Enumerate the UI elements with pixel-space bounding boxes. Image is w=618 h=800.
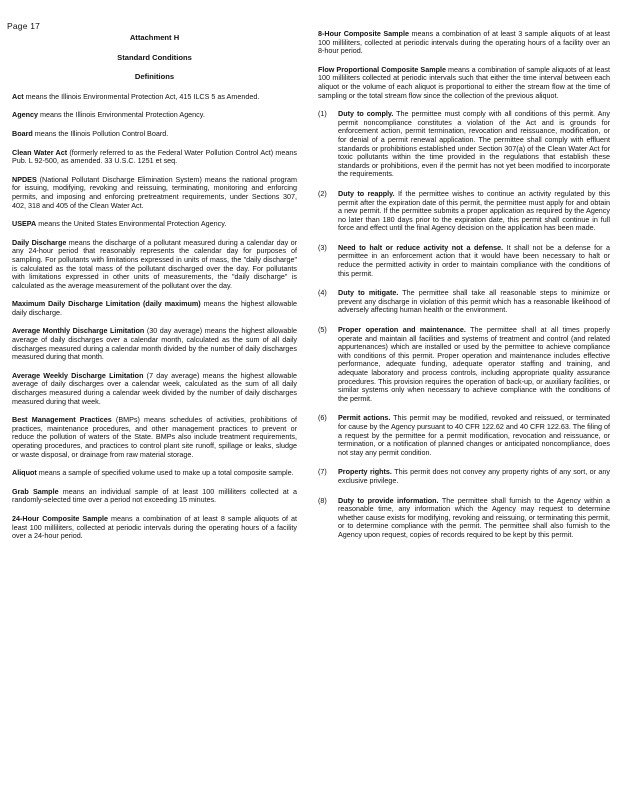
condition-term: Proper operation and maintenance. (338, 325, 466, 335)
condition-number: (5) (318, 325, 327, 335)
definition-average-monthly-discharge (12, 327, 297, 361)
definition-aliquot (12, 469, 297, 478)
definition-average-weekly-discharge (12, 372, 297, 406)
definition-term: NPDES (12, 174, 37, 184)
condition-term: Duty to mitigate. (338, 288, 399, 298)
condition-text: The permittee shall at all times properly operate and maintain all facilities and systems of treatment and control (and related appurtenances) which are installed or used by the permittee to achieve compliance with conditions of this permit. Proper operation and maintenance includes effective performance, adequate funding, adequate operator staffing and training, and adequate laboratory and process controls, including appropriate quality assurance procedures. This provision requires the operation of back-up, or auxiliary facilities, or similar systems only when necessary to achieve compliance with the conditions of the permit. (338, 325, 610, 403)
definition-clean-water-act (12, 149, 297, 166)
condition-duty-to-mitigate (318, 289, 610, 315)
condition-number: (3) (318, 242, 327, 252)
condition-text: The permittee shall take all reasonable steps to minimize or prevent any discharge in violation of this permit which has a reasonable likelihood of adversely affecting human health or the environment. (338, 288, 610, 315)
condition-text: The permittee must comply with all conditions of this permit. Any permit noncompliance constitutes a violation of the Act and is grounds for enforcement action, permit termination, revocation and reissuance, modification, or for denial of a permit renewal application. The permittee shall comply with effluent standards or prohibitions established under Section 307(a) of the Clean Water Act for toxic pollutants within the time provided in the regulations that establish these standards or prohibitions, even if the permit has not yet been modified to incorporate the requirements. (338, 109, 610, 179)
definition-term: Aliquot (12, 468, 37, 478)
definition-term: Clean Water Act (12, 147, 68, 157)
definition-text: means the Illinois Environmental Protection Act, 415 ILCS 5 as Amended. (23, 91, 260, 101)
condition-term: Permit actions. (338, 413, 391, 423)
definition-text: (7 day average) means the highest allowable average of daily discharges over a calendar week, calculated as the sum of all daily discharges measured during a calendar week divided by the number of daily discharges measured during that week. (12, 370, 297, 406)
condition-body (338, 244, 610, 278)
condition-body (338, 497, 610, 540)
condition-body (338, 468, 610, 485)
definition-term: Flow Proportional Composite Sample (318, 64, 446, 74)
definition-term: Grab Sample (12, 486, 59, 496)
condition-body (338, 326, 610, 403)
definition-term: Daily Discharge (12, 237, 67, 247)
definition-text: means the Illinois Pollution Control Board. (32, 128, 169, 138)
definition-text: (formerly referred to as the Federal Water Pollution Control Act) means Pub. L 92-500, as amended. 33 U.S.C. 1251 et seq. (12, 147, 297, 166)
condition-text: If the permittee wishes to continue an activity regulated by this permit after the expiration date of this permit, the permittee must apply for and obtain a new permit. If the permittee submits a proper application as required by the Agency no later than 180 days prior to the expiration date, this permit shall continue in full force and effect until the final Agency decision on the application has been made. (338, 188, 610, 233)
definition-agency (12, 111, 297, 120)
condition-term: Duty to reapply. (338, 188, 395, 198)
definition-term: Maximum Daily Discharge Limitation (daily maximum) (12, 299, 201, 309)
condition-duty-to-reapply (318, 190, 610, 233)
condition-permit-actions (318, 414, 610, 457)
condition-number: (6) (318, 413, 327, 423)
definition-term: Average Monthly Discharge Limitation (12, 326, 145, 336)
definition-term: 24-Hour Composite Sample (12, 513, 108, 523)
definition-best-management-practices (12, 416, 297, 459)
condition-duty-to-comply (318, 110, 610, 179)
definition-text: means the discharge of a pollutant measured during a calendar day or any 24-hour period that reasonably represents the calendar day for purposes of sampling. For pollutants with limitations expressed in units of mass, the "daily discharge" is calculated as the total mass of the pollutant discharged over the day. For pollutants with limitations expressed in other units of measurements, the "daily discharge" is calculated as the average measurement of the pollutant over the day. (12, 237, 297, 290)
standard-conditions-heading: Standard Conditions (117, 52, 192, 62)
condition-number: (2) (318, 188, 327, 198)
definition-text: means a combination of at least 8 sample aliquots of at least 100 milliliters, collected at periodic intervals during the operating hours of a facility over a 24-hour period. (12, 513, 297, 541)
condition-number: (8) (318, 495, 327, 505)
definition-grab-sample (12, 488, 297, 505)
definition-term: Act (12, 91, 24, 101)
condition-term: Duty to provide information. (338, 495, 439, 505)
condition-proper-operation (318, 326, 610, 403)
definition-term: Board (12, 128, 33, 138)
definition-maximum-daily-discharge (12, 300, 297, 317)
definition-text: means a combination of at least 3 sample aliquots of at least 100 milliliters, collected at periodic intervals during the operating hours of a facility over an 8-hour period. (318, 29, 611, 56)
definition-text: means the Illinois Environmental Protection Agency. (37, 110, 205, 120)
condition-text: The permittee shall furnish to the Agency within a reasonable time, any information which the Agency may request to determine whether cause exists for modifying, revoking and reissuing, or terminating this permit, or to determine compliance with the permit. The permittee shall also furnish to the Agency upon request, copies of records required to be kept by this permit. (338, 495, 611, 539)
definition-term: USEPA (12, 219, 37, 229)
definition-text: means a sample of specified volume used to make up a total composite sample. (36, 468, 294, 478)
condition-term: Property rights. (338, 467, 392, 477)
definition-daily-discharge (12, 239, 297, 291)
definition-text: means a combination of sample aliquots of at least 100 milliliters collected at periodic intervals such that either the time interval between each aliquot or the volume of each aliquot is proportional to either the stream flow at the time of sampling or the total stream flow since the collection of the previous aliquot. (318, 64, 610, 100)
definition-text: means an individual sample of at least 100 milliliters collected at a randomly-selected time over a period not exceeding 15 minutes. (12, 486, 298, 505)
condition-text: It shall not be a defense for a permittee in an enforcement action that it would have been necessary to halt or reduce the permitted activity in order to maintain compliance with the conditions of this permit. (338, 242, 610, 278)
definitions-heading: Definitions (134, 72, 175, 82)
definition-text: (30 day average) means the highest allowable average of daily discharges over a calendar month, calculated as the sum of all daily discharges measured during a calendar month divided by the number of daily discharges measured during that month. (12, 326, 297, 362)
attachment-heading: Attachment H (129, 33, 180, 42)
condition-text: This permit does not convey any property rights of any sort, or any exclusive privilege. (338, 467, 610, 485)
condition-term: Need to halt or reduce activity not a defense. (338, 242, 504, 252)
condition-property-rights (318, 468, 610, 485)
definition-usepa (12, 220, 297, 229)
definition-board (12, 130, 297, 139)
definition-text: means the United States Environmental Protection Agency. (36, 219, 227, 229)
condition-body (338, 289, 610, 315)
definition-act (12, 93, 297, 102)
condition-body (338, 414, 610, 457)
condition-number: (7) (318, 467, 327, 477)
definition-text: means the highest allowable daily discharge. (12, 299, 297, 317)
page-number: Page 17 (7, 21, 41, 31)
definition-text: (BMPs) means schedules of activities, prohibitions of practices, maintenance procedures, and other management practices to prevent or reduce the pollution of waters of the State. BMPs also include treatment requirements, operating procedures, and practices to control plant site runoff, spillage or leaks, sludge or waste disposal, or drainage from raw material storage. (12, 415, 297, 459)
definition-term: 8-Hour Composite Sample (318, 29, 409, 38)
definition-term: Agency (12, 110, 38, 120)
condition-body (338, 190, 610, 233)
condition-number: (4) (318, 288, 327, 298)
definition-8-hour-composite-sample (318, 30, 610, 56)
condition-need-to-halt (318, 244, 610, 278)
left-column (12, 30, 297, 551)
condition-duty-to-provide-information (318, 497, 610, 540)
condition-body (338, 110, 610, 179)
definition-npdes (12, 176, 297, 210)
definition-term: Average Weekly Discharge Limitation (12, 370, 144, 380)
condition-term: Duty to comply. (338, 109, 394, 119)
right-column (318, 30, 610, 551)
condition-text: This permit may be modified, revoked and reissued, or terminated for cause by the Agency pursuant to 40 CFR 122.62 and 40 CFR 122.63. The filing of a request by the permittee for a permit modification, revocation and reissuance, or termination, or a notification of planned changes or anticipated noncompliance, does not stay any permit condition. (338, 413, 610, 457)
definition-text: (National Pollutant Discharge Elimination System) means the national program for issuing, modifying, revoking and reissuing, terminating, monitoring and enforcing permits, and imposing and enforcing pretreatment requirements, under Sections 307, 402, 318 and 405 of the Clean Water Act. (12, 174, 297, 210)
condition-number: (1) (318, 109, 327, 119)
definition-term: Best Management Practices (12, 415, 112, 425)
definition-24-hour-composite-sample (12, 515, 297, 541)
definition-flow-proportional-composite-sample (318, 66, 610, 100)
